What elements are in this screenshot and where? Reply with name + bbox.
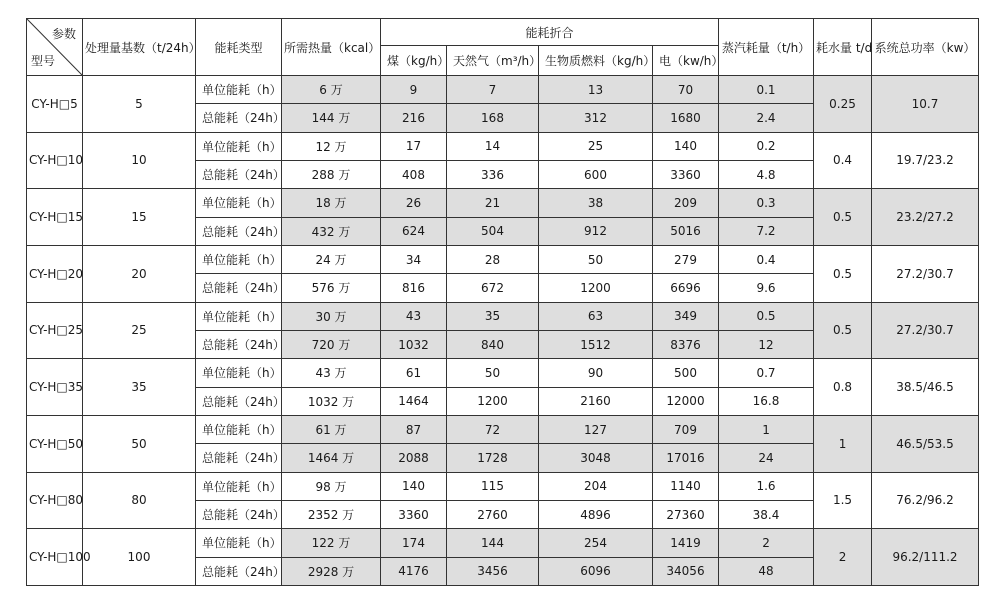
water-cell: 0.4 xyxy=(814,132,872,189)
gas-cell: 3456 xyxy=(447,557,539,585)
coal-cell: 87 xyxy=(381,415,447,443)
steam-cell: 1.6 xyxy=(719,472,814,500)
elec-cell: 70 xyxy=(653,76,719,104)
header-type: 能耗类型 xyxy=(196,19,282,76)
steam-cell: 2.4 xyxy=(719,104,814,132)
coal-cell: 43 xyxy=(381,302,447,330)
elec-cell: 12000 xyxy=(653,387,719,415)
energy-type-cell: 总能耗（24h） xyxy=(196,274,282,302)
energy-type-cell: 单位能耗（h） xyxy=(196,245,282,273)
spec-table xyxy=(26,18,979,586)
power-cell: 10.7 xyxy=(872,76,979,133)
water-cell: 0.5 xyxy=(814,245,872,302)
elec-cell: 1680 xyxy=(653,104,719,132)
header-param: 参数 xyxy=(51,27,76,41)
energy-type-cell: 总能耗（24h） xyxy=(196,217,282,245)
bio-cell: 254 xyxy=(539,529,653,557)
base-cell: 35 xyxy=(83,359,196,416)
table-row xyxy=(27,245,979,273)
power-cell: 96.2/111.2 xyxy=(872,529,979,586)
header-bio: 生物质燃料（kg/h） xyxy=(539,46,653,76)
coal-cell: 624 xyxy=(381,217,447,245)
coal-cell: 26 xyxy=(381,189,447,217)
steam-cell: 0.2 xyxy=(719,132,814,160)
water-cell: 1 xyxy=(814,415,872,472)
bio-cell: 38 xyxy=(539,189,653,217)
coal-cell: 216 xyxy=(381,104,447,132)
elec-cell: 27360 xyxy=(653,500,719,528)
table-header xyxy=(27,19,979,76)
power-cell: 27.2/30.7 xyxy=(872,245,979,302)
energy-type-cell: 单位能耗（h） xyxy=(196,302,282,330)
heat-cell: 576 万 xyxy=(282,274,381,302)
bio-cell: 312 xyxy=(539,104,653,132)
elec-cell: 279 xyxy=(653,245,719,273)
water-cell: 2 xyxy=(814,529,872,586)
steam-cell: 0.5 xyxy=(719,302,814,330)
heat-cell: 6 万 xyxy=(282,76,381,104)
bio-cell: 204 xyxy=(539,472,653,500)
gas-cell: 840 xyxy=(447,330,539,358)
steam-cell: 4.8 xyxy=(719,160,814,188)
table-body xyxy=(27,76,979,586)
gas-cell: 2760 xyxy=(447,500,539,528)
energy-type-cell: 单位能耗（h） xyxy=(196,189,282,217)
water-cell: 0.8 xyxy=(814,359,872,416)
bio-cell: 1512 xyxy=(539,330,653,358)
coal-cell: 408 xyxy=(381,160,447,188)
coal-cell: 17 xyxy=(381,132,447,160)
heat-cell: 720 万 xyxy=(282,330,381,358)
energy-type-cell: 单位能耗（h） xyxy=(196,415,282,443)
gas-cell: 168 xyxy=(447,104,539,132)
heat-cell: 12 万 xyxy=(282,132,381,160)
model-cell: CY-H□100 xyxy=(27,529,83,586)
heat-cell: 2928 万 xyxy=(282,557,381,585)
elec-cell: 5016 xyxy=(653,217,719,245)
steam-cell: 38.4 xyxy=(719,500,814,528)
power-cell: 27.2/30.7 xyxy=(872,302,979,359)
table-row xyxy=(27,132,979,160)
header-water: 耗水量 t/d xyxy=(814,19,872,76)
gas-cell: 672 xyxy=(447,274,539,302)
bio-cell: 90 xyxy=(539,359,653,387)
bio-cell: 4896 xyxy=(539,500,653,528)
steam-cell: 16.8 xyxy=(719,387,814,415)
gas-cell: 1728 xyxy=(447,444,539,472)
gas-cell: 144 xyxy=(447,529,539,557)
gas-cell: 336 xyxy=(447,160,539,188)
model-cell: CY-H□10 xyxy=(27,132,83,189)
bio-cell: 600 xyxy=(539,160,653,188)
energy-type-cell: 单位能耗（h） xyxy=(196,472,282,500)
heat-cell: 122 万 xyxy=(282,529,381,557)
heat-cell: 1464 万 xyxy=(282,444,381,472)
coal-cell: 140 xyxy=(381,472,447,500)
steam-cell: 24 xyxy=(719,444,814,472)
elec-cell: 209 xyxy=(653,189,719,217)
coal-cell: 34 xyxy=(381,245,447,273)
bio-cell: 2160 xyxy=(539,387,653,415)
table-row xyxy=(27,529,979,557)
header-heat: 所需热量（kcal） xyxy=(282,19,381,76)
gas-cell: 50 xyxy=(447,359,539,387)
water-cell: 0.25 xyxy=(814,76,872,133)
elec-cell: 500 xyxy=(653,359,719,387)
header-steam: 蒸汽耗量（t/h） xyxy=(719,19,814,76)
power-cell: 46.5/53.5 xyxy=(872,415,979,472)
elec-cell: 140 xyxy=(653,132,719,160)
elec-cell: 709 xyxy=(653,415,719,443)
model-cell: CY-H□50 xyxy=(27,415,83,472)
coal-cell: 9 xyxy=(381,76,447,104)
energy-type-cell: 总能耗（24h） xyxy=(196,104,282,132)
power-cell: 23.2/27.2 xyxy=(872,189,979,246)
elec-cell: 17016 xyxy=(653,444,719,472)
energy-type-cell: 单位能耗（h） xyxy=(196,529,282,557)
gas-cell: 21 xyxy=(447,189,539,217)
heat-cell: 144 万 xyxy=(282,104,381,132)
bio-cell: 13 xyxy=(539,76,653,104)
power-cell: 38.5/46.5 xyxy=(872,359,979,416)
model-cell: CY-H□80 xyxy=(27,472,83,529)
gas-cell: 14 xyxy=(447,132,539,160)
bio-cell: 912 xyxy=(539,217,653,245)
coal-cell: 4176 xyxy=(381,557,447,585)
heat-cell: 18 万 xyxy=(282,189,381,217)
base-cell: 100 xyxy=(83,529,196,586)
gas-cell: 1200 xyxy=(447,387,539,415)
elec-cell: 1419 xyxy=(653,529,719,557)
header-power: 系统总功率（kw） xyxy=(872,19,979,76)
header-gas: 天然气（m³/h） xyxy=(447,46,539,76)
gas-cell: 35 xyxy=(447,302,539,330)
base-cell: 20 xyxy=(83,245,196,302)
diagonal-header-cell xyxy=(27,19,83,76)
steam-cell: 1 xyxy=(719,415,814,443)
model-cell: CY-H□25 xyxy=(27,302,83,359)
elec-cell: 8376 xyxy=(653,330,719,358)
elec-cell: 349 xyxy=(653,302,719,330)
base-cell: 15 xyxy=(83,189,196,246)
gas-cell: 7 xyxy=(447,76,539,104)
bio-cell: 63 xyxy=(539,302,653,330)
energy-type-cell: 单位能耗（h） xyxy=(196,359,282,387)
table-row xyxy=(27,302,979,330)
heat-cell: 1032 万 xyxy=(282,387,381,415)
steam-cell: 48 xyxy=(719,557,814,585)
energy-type-cell: 总能耗（24h） xyxy=(196,557,282,585)
table-row xyxy=(27,415,979,443)
coal-cell: 3360 xyxy=(381,500,447,528)
energy-type-cell: 总能耗（24h） xyxy=(196,387,282,415)
bio-cell: 1200 xyxy=(539,274,653,302)
model-cell: CY-H□35 xyxy=(27,359,83,416)
model-cell: CY-H□15 xyxy=(27,189,83,246)
steam-cell: 0.1 xyxy=(719,76,814,104)
coal-cell: 174 xyxy=(381,529,447,557)
heat-cell: 30 万 xyxy=(282,302,381,330)
heat-cell: 288 万 xyxy=(282,160,381,188)
steam-cell: 0.7 xyxy=(719,359,814,387)
heat-cell: 432 万 xyxy=(282,217,381,245)
elec-cell: 6696 xyxy=(653,274,719,302)
heat-cell: 61 万 xyxy=(282,415,381,443)
energy-type-cell: 单位能耗（h） xyxy=(196,132,282,160)
bio-cell: 3048 xyxy=(539,444,653,472)
header-model: 型号 xyxy=(31,54,56,68)
base-cell: 25 xyxy=(83,302,196,359)
coal-cell: 1032 xyxy=(381,330,447,358)
gas-cell: 72 xyxy=(447,415,539,443)
base-cell: 50 xyxy=(83,415,196,472)
elec-cell: 34056 xyxy=(653,557,719,585)
steam-cell: 9.6 xyxy=(719,274,814,302)
coal-cell: 816 xyxy=(381,274,447,302)
energy-type-cell: 总能耗（24h） xyxy=(196,444,282,472)
table-row xyxy=(27,189,979,217)
elec-cell: 1140 xyxy=(653,472,719,500)
steam-cell: 0.3 xyxy=(719,189,814,217)
water-cell: 0.5 xyxy=(814,302,872,359)
coal-cell: 61 xyxy=(381,359,447,387)
bio-cell: 6096 xyxy=(539,557,653,585)
heat-cell: 98 万 xyxy=(282,472,381,500)
header-base: 处理量基数（t/24h） xyxy=(83,19,196,76)
steam-cell: 12 xyxy=(719,330,814,358)
power-cell: 76.2/96.2 xyxy=(872,472,979,529)
table-row xyxy=(27,76,979,104)
gas-cell: 115 xyxy=(447,472,539,500)
gas-cell: 28 xyxy=(447,245,539,273)
energy-type-cell: 总能耗（24h） xyxy=(196,330,282,358)
bio-cell: 25 xyxy=(539,132,653,160)
heat-cell: 43 万 xyxy=(282,359,381,387)
energy-type-cell: 单位能耗（h） xyxy=(196,76,282,104)
bio-cell: 127 xyxy=(539,415,653,443)
heat-cell: 24 万 xyxy=(282,245,381,273)
model-cell: CY-H□5 xyxy=(27,76,83,133)
table-row xyxy=(27,472,979,500)
coal-cell: 2088 xyxy=(381,444,447,472)
energy-type-cell: 总能耗（24h） xyxy=(196,160,282,188)
table-row xyxy=(27,359,979,387)
gas-cell: 504 xyxy=(447,217,539,245)
steam-cell: 0.4 xyxy=(719,245,814,273)
heat-cell: 2352 万 xyxy=(282,500,381,528)
water-cell: 1.5 xyxy=(814,472,872,529)
power-cell: 19.7/23.2 xyxy=(872,132,979,189)
header-coal: 煤（kg/h） xyxy=(381,46,447,76)
header-elec: 电（kw/h） xyxy=(653,46,719,76)
energy-type-cell: 总能耗（24h） xyxy=(196,500,282,528)
water-cell: 0.5 xyxy=(814,189,872,246)
steam-cell: 2 xyxy=(719,529,814,557)
header-energy-group: 能耗折合 xyxy=(381,19,719,46)
elec-cell: 3360 xyxy=(653,160,719,188)
base-cell: 10 xyxy=(83,132,196,189)
bio-cell: 50 xyxy=(539,245,653,273)
base-cell: 5 xyxy=(83,76,196,133)
steam-cell: 7.2 xyxy=(719,217,814,245)
coal-cell: 1464 xyxy=(381,387,447,415)
base-cell: 80 xyxy=(83,472,196,529)
model-cell: CY-H□20 xyxy=(27,245,83,302)
